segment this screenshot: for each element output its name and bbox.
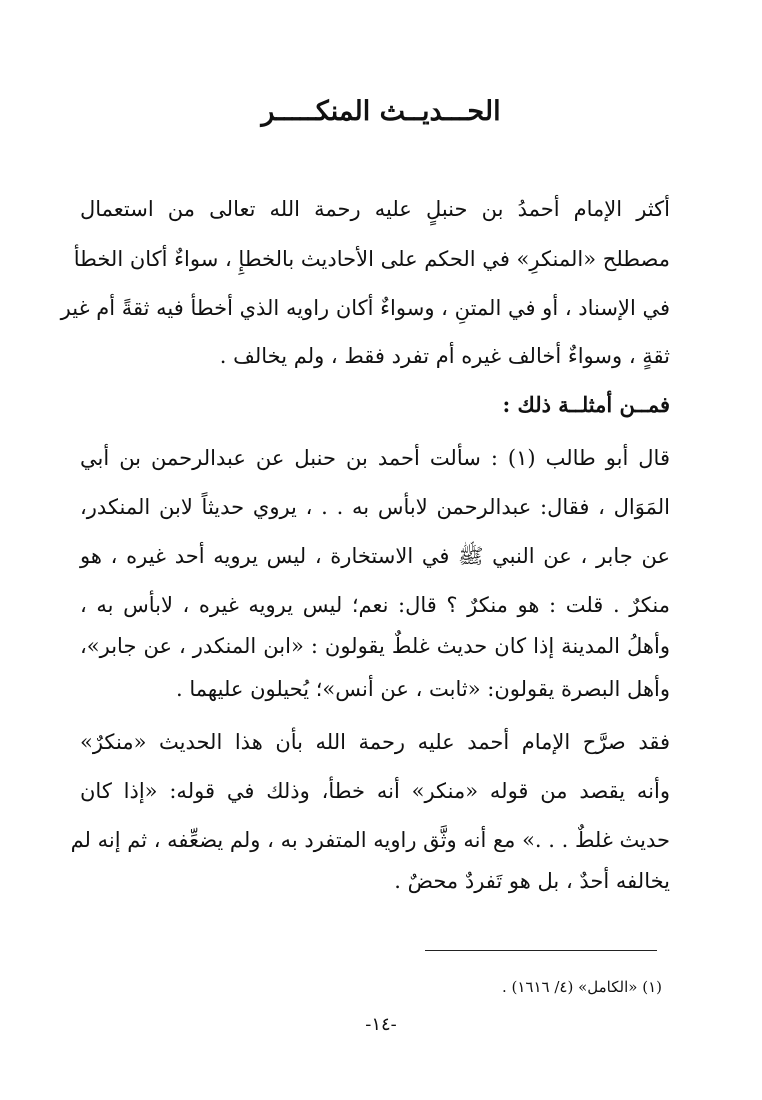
paragraph-1-line-3: في الإسناد ، أو في المتنِ ، وسواءٌ أكان راويه الذي أخطأ فيه ثقةً أم غير — [60, 296, 670, 320]
paragraph-1-line-1: أكثر الإمام أحمدُ بن حنبلٍ عليه رحمة الله تعالى من استعمال — [80, 197, 670, 221]
page-number: -١٤- — [365, 1014, 397, 1035]
paragraph-3-line-1: فقد صرَّح الإمام أحمد عليه رحمة الله بأن هذا الحديث «منكرٌ» — [80, 730, 670, 754]
footnote-separator — [425, 950, 657, 951]
paragraph-3-line-3: حديث غلطٌ . . .» مع أنه وثَّق راويه المتفرد به ، ولم يضعِّفه ، ثم إنه لم — [70, 828, 670, 852]
paragraph-2-line-4: منكرٌ . قلت : هو منكرٌ ؟ قال: نعم؛ ليس يرويه غيره ، لابأس به ، — [80, 593, 670, 617]
paragraph-2-line-2: المَوَال ، فقال: عبدالرحمن لابأس به . . ، يروي حديثاً لابن المنكدر، — [80, 495, 670, 519]
paragraph-3-line-2: وأنه يقصد من قوله «منكر» أنه خطأ، وذلك في قوله: «إذا كان — [80, 779, 670, 803]
examples-subheading: فمــن أمثلــة ذلك : — [502, 392, 670, 417]
paragraph-1-line-2: مصطلح «المنكرِ» في الحكم على الأحاديث بالخطإِ ، سواءٌ أكان الخطأ — [73, 247, 670, 271]
paragraph-3-line-4: يخالفه أحدٌ ، بل هو تَفردٌ محضٌ . — [394, 869, 670, 893]
paragraph-1-line-4: ثقةٍ ، وسواءٌ أخالف غيره أم تفرد فقط ، ولم يخالف . — [219, 344, 670, 368]
paragraph-2-line-5: وأهلُ المدينة إذا كان حديث غلطٌ يقولون : «ابن المنكدر ، عن جابر»، — [80, 634, 670, 658]
paragraph-2-line-3: عن جابر ، عن النبي ﷺ في الاستخارة ، ليس يرويه أحد غيره ، هو — [80, 544, 670, 568]
page-title: الحـــديــث المنكـــــر — [261, 96, 501, 127]
paragraph-2-line-1: قال أبو طالب (١) : سألت أحمد بن حنبل عن عبدالرحمن بن أبي — [80, 446, 670, 470]
paragraph-2-line-6: وأهل البصرة يقولون: «ثابت ، عن أنس»؛ يُحيلون عليهما . — [176, 677, 670, 701]
footnote: (١) «الكامل» (٤/ ١٦١٦) . — [501, 978, 662, 996]
